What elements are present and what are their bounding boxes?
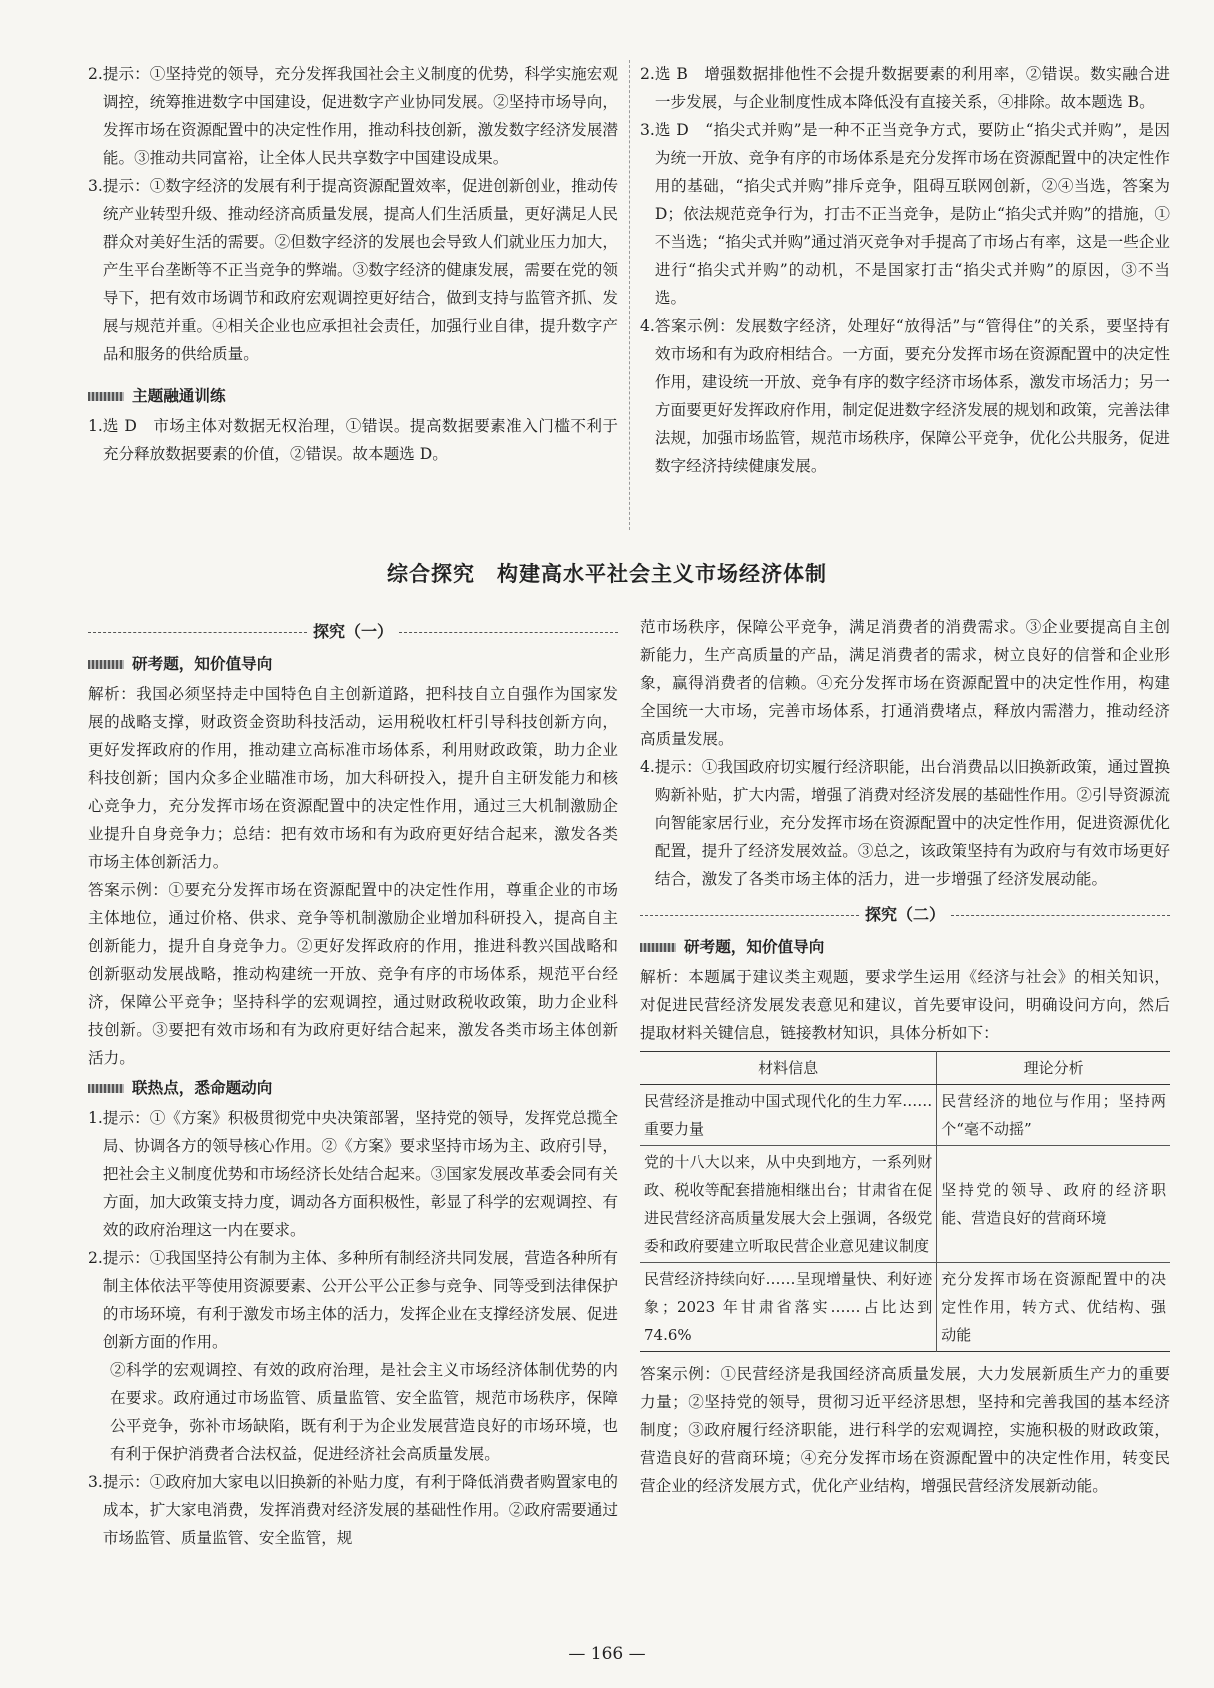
item-text: 提示：①我国政府切实履行经济职能，出台消费品以旧换新政策，通过置换购新补贴，扩大内需，增强了消费对经济发展的基础性作用。②引导资源流向智能家居行业，充分发挥市场在资源配置中的决定性作用，促进资源优化配置，提升了经济发展效益。③总之，该政策坚持有为政府与有效市场更好结合，激发了各类市场主体的活力，进一步增强了经济发展动能。 (654, 758, 1170, 888)
list-item (88, 172, 618, 368)
dashed-rule (951, 915, 1170, 916)
explore-1-heading (88, 618, 618, 646)
list-item (640, 116, 1170, 312)
item-text: 提示：①坚持党的领导，充分发挥我国社会主义制度的优势，科学实施宏观调控，统筹推进数字中国建设，促进数字产业协同发展。②坚持市场导向，发挥市场在资源配置中的决定性作用，推动科技创新，激发数字经济发展潜能。③推动共同富裕，让全体人民共享数字中国建设成果。 (102, 65, 618, 167)
table-cell: 民营经济持续向好……呈现增量快、利好迹象；2023 年甘肃省落实……占比达到 74.6% (640, 1263, 937, 1352)
item-text: 提示：①数字经济的发展有利于提高资源配置效率，促进创新创业，推动传统产业转型升级、推动经济高质量发展，提高人们生活质量，更好满足人民群众对美好生活的需要。②但数字经济的发展也会导致人们就业压力加大，产生平台垄断等不正当竞争的弊端。③数字经济的健康发展，需要在党的领导下，把有效市场调节和政府宏观调控更好结合，做到支持与监管齐抓、发展与规范并重。④相关企业也应承担社会责任，加强行业自律，提升数字产品和服务的供给质量。 (102, 177, 618, 363)
item-number: 3. (88, 177, 103, 195)
list-item (88, 1104, 618, 1244)
section-heading (88, 1074, 618, 1102)
table-row (640, 1085, 1170, 1146)
bottom-left-column (88, 618, 618, 1552)
table-header-cell: 材料信息 (640, 1052, 937, 1085)
section-title: 研考题，知价值导向 (684, 938, 825, 956)
table-cell: 坚持党的领导、政府的经济职能、营造良好的营商环境 (937, 1146, 1170, 1263)
item-text: 答案示例：发展数字经济，处理好“放得活”与“管得住”的关系，要坚持有效市场和有为政府相结合。一方面，要充分发挥市场在资源配置中的决定性作用，建设统一开放、竞争有序的数字经济市场体系，激发市场活力；另一方面要更好发挥政府作用，制定促进数字经济发展的规划和政策，完善法律法规，加强市场监管，规范市场秩序，保障公平竞争，优化公共服务，促进数字经济持续健康发展。 (654, 317, 1170, 475)
heading-bar-icon (88, 660, 124, 669)
top-right-column (640, 60, 1170, 480)
item-number: 1. (88, 1109, 103, 1127)
explore-2-label: 探究（二） (865, 905, 946, 924)
section-heading (88, 650, 618, 678)
continuation-paragraph: 范市场秩序，保障公平竞争，满足消费者的消费需求。③企业要提高自主创新能力，生产高质量的产品，满足消费者的需求，树立良好的信誉和企业形象，赢得消费者的信赖。④充分发挥市场在资源配置中的决定性作用，构建全国统一大市场，完善市场体系，打通消费堵点，释放内需潜力，推动经济高质量发展。 (640, 618, 1170, 748)
analysis-table (640, 1051, 1170, 1352)
answer-paragraph: 答案示例：①民营经济是我国经济高质量发展，大力发展新质生产力的重要力量；②坚持党的领导，贯彻习近平经济思想，坚持和完善我国的基本经济制度；③政府履行经济职能，进行科学的宏观调控，实施积极的财政政策，营造良好的营商环境；④充分发挥市场在资源配置中的决定性作用，转变民营企业的经济发展方式，优化产业结构，增强民营经济发展新动能。 (640, 1365, 1170, 1495)
table-header-cell: 理论分析 (937, 1052, 1170, 1085)
dashed-rule (88, 632, 307, 633)
list-item (640, 753, 1170, 893)
table-cell: 民营经济的地位与作用；坚持两个“毫不动摇” (937, 1085, 1170, 1146)
list-item (88, 1468, 618, 1552)
item-extra-text: ②科学的宏观调控、有效的政府治理，是社会主义市场经济体制优势的内在要求。政府通过市场监管、质量监管、安全监管，规范市场秩序，保障公平竞争，弥补市场缺陷，既有利于为企业发展营造良好的市场环境，也有利于保护消费者合法权益，促进经济社会高质量发展。 (110, 1361, 618, 1463)
item-number: 4. (640, 758, 655, 776)
heading-bar-icon (88, 392, 124, 401)
heading-bar-icon (640, 943, 676, 952)
page-number: — 166 — (568, 1644, 646, 1664)
item-text: 提示：①我国坚持公有制为主体、多种所有制经济共同发展，营造各种所有制主体依法平等使用资源要素、公开公平公正参与竞争、同等受到法律保护的市场环境，有利于激发市场主体的活力，发挥企业在支撑经济发展、促进创新方面的作用。 (102, 1249, 618, 1351)
item-text: 选 D 市场主体对数据无权治理，①错误。提高数据要素准入门槛不利于充分释放数据要素的价值，②错误。故本题选 D。 (102, 417, 618, 463)
item-number: 3. (640, 121, 655, 139)
item-number: 2. (88, 65, 103, 83)
top-left-column (88, 60, 618, 468)
table-header-row (640, 1052, 1170, 1085)
bottom-right-column (640, 613, 1170, 1500)
section-title: 主题融通训练 (132, 387, 226, 405)
page-title: 综合探究 构建高水平社会主义市场经济体制 (387, 562, 827, 586)
item-number: 2. (640, 65, 655, 83)
item-text: 提示：①政府加大家电以旧换新的补贴力度，有利于降低消费者购置家电的成本，扩大家电消费，发挥消费对经济发展的基础性作用。②政府需要通过市场监管、质量监管、安全监管，规 (102, 1473, 618, 1547)
item-text: 选 B 增强数据排他性不会提升数据要素的利用率，②错误。数实融合进一步发展，与企业制度性成本降低没有直接关系，④排除。故本题选 B。 (654, 65, 1170, 111)
explore-2-heading (640, 901, 1170, 929)
item-number: 2. (88, 1249, 103, 1267)
section-heading (640, 933, 1170, 961)
table-cell: 充分发挥市场在资源配置中的决定性作用，转方式、优结构、强动能 (937, 1263, 1170, 1352)
dashed-rule (640, 915, 859, 916)
explore-1-label: 探究（一） (313, 622, 394, 641)
item-number: 4. (640, 317, 655, 335)
item-text: 提示：①《方案》积极贯彻党中央决策部署，坚持党的领导，发挥党总揽全局、协调各方的领导核心作用。②《方案》要求坚持市场为主、政府引导，把社会主义制度优势和市场经济长处结合起来。③国家发展改革委会同有关方面，加大政策支持力度，调动各方面积极性，彰显了科学的宏观调控、有效的政府治理这一内在要求。 (102, 1109, 618, 1239)
section-title: 研考题，知价值导向 (132, 655, 273, 673)
analysis-paragraph: 解析：本题属于建议类主观题，要求学生运用《经济与社会》的相关知识，对促进民营经济发展发表意见和建议，首先要审设问，明确设问方向，然后提取材料关键信息，链接教材知识，具体分析如下： (640, 968, 1170, 1042)
item-number: 3. (88, 1473, 103, 1491)
list-item (640, 60, 1170, 116)
list-item (88, 60, 618, 172)
dashed-rule (399, 632, 618, 633)
heading-bar-icon (88, 1084, 124, 1093)
list-item (640, 312, 1170, 480)
item-text: 选 D “掐尖式并购”是一种不正当竞争方式，要防止“掐尖式并购”，是因为统一开放、竞争有序的市场体系是充分发挥市场在资源配置中的决定性作用的基础，“掐尖式并购”排斥竞争，阻碍互联网创新，②④当选，答案为 D；依法规范竞争行为，打击不正当竞争，是防止“掐尖式并购”的措施，①不当选；“掐尖式并购”通过消灭竞争对手提高了市场占有率，这是一些企业进行“掐尖式并购”的动机，不是国家打击“掐尖式并购”的原因，③不当选。 (654, 121, 1170, 307)
answer-paragraph: 答案示例：①要充分发挥市场在资源配置中的决定性作用，尊重企业的市场主体地位，通过价格、供求、竞争等机制激励企业增加科研投入，提高自主创新能力，提升自身竞争力。②更好发挥政府的作用，推进科教兴国战略和创新驱动发展战略，推动构建统一开放、竞争有序的市场体系，规范平台经济，保障公平竞争；坚持科学的宏观调控，通过财政税收政策，助力企业科技创新。③要把有效市场和有为政府更好结合起来，激发各类市场主体创新活力。 (88, 881, 618, 1067)
section-heading (88, 382, 618, 410)
table-cell: 民营经济是推动中国式现代化的生力军……重要力量 (640, 1085, 937, 1146)
table-row (640, 1146, 1170, 1263)
column-divider (629, 60, 630, 530)
section-title: 联热点，悉命题动向 (132, 1079, 273, 1097)
item-number: 1. (88, 417, 103, 435)
list-item (88, 1244, 618, 1356)
analysis-paragraph: 解析：我国必须坚持走中国特色自主创新道路，把科技自立自强作为国家发展的战略支撑，财政资金资助科技活动，运用税收杠杆引导科技创新方向，更好发挥政府的作用，推动建立高标准市场体系，利用财政政策，助力企业科技创新；国内众多企业瞄准市场，加大科研投入，提升自主研发能力和核心竞争力，充分发挥市场在资源配置中的决定性作用，通过三大机制激励企业提升自身竞争力；总结：把有效市场和有为政府更好结合起来，激发各类市场主体创新活力。 (88, 685, 618, 871)
table-row (640, 1263, 1170, 1352)
table-cell: 党的十八大以来，从中央到地方，一系列财政、税收等配套措施相继出台；甘肃省在促进民营经济高质量发展大会上强调，各级党委和政府要建立听取民营企业意见建议制度 (640, 1146, 937, 1263)
list-item (88, 412, 618, 468)
